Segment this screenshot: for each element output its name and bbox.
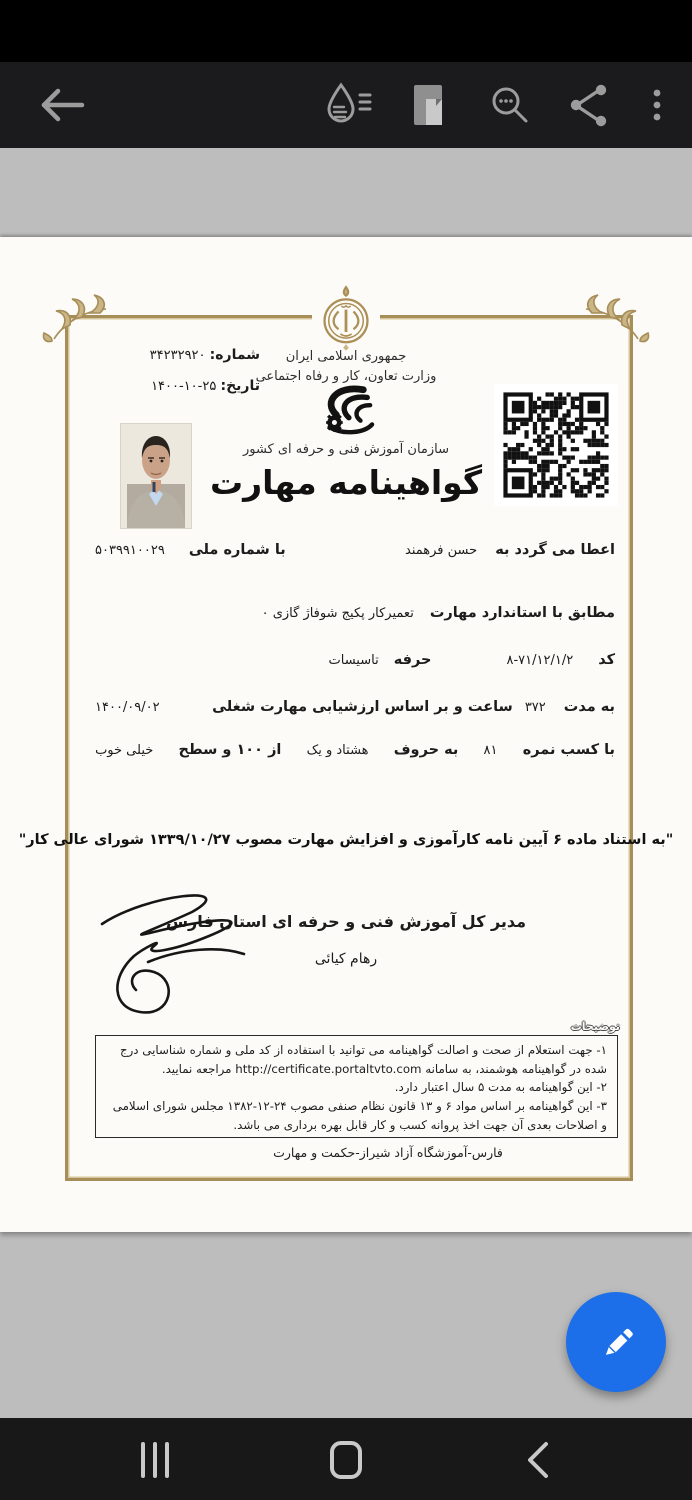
page-view-icon[interactable] <box>404 79 454 131</box>
note-1: ۱- جهت استعلام از صحت و اصالت گواهینامه می توانید با استفاده از کد ملی و شماره شناسایی درج شده در گواهینامه هوشمند، به سامانه http://certificate.portaltvto.com مراجعه نمایید. <box>119 1043 607 1076</box>
grant-to-label: اعطا می گردد به <box>495 542 615 558</box>
date-label: تاریخ: <box>220 378 260 394</box>
more-options-icon[interactable] <box>644 79 670 131</box>
back-arrow-icon[interactable] <box>30 79 94 131</box>
country-title: جمهوری اسلامی ایران <box>285 349 407 364</box>
standard-value: تعمیرکار پکیج شوفاژ گازی ۰ <box>261 606 414 621</box>
serial-value: ۳۴۲۳۲۹۲۰ <box>149 348 206 363</box>
note-3: ۳- این گواهینامه بر اساس مواد ۶ و ۱۳ قانون نظام صنفی مصوب ۱۳۸۲-۱۲-۲۴ مجلس شورای اسلامی و اصلاحات بعدی آن جهت اخذ پروانه کسب و کار قابل بهره برداری می باشد. <box>112 1098 607 1132</box>
home-icon[interactable] <box>324 1440 368 1480</box>
signatory-name: رهام کیائی <box>314 951 378 967</box>
iran-emblem <box>312 283 380 353</box>
profession-label: حرفه <box>393 652 432 668</box>
holder-name: حسن فرهمند <box>405 543 478 558</box>
standard-row <box>95 605 615 621</box>
note-2: ۲- این گواهینامه به مدت ۵ سال اعتبار دارد. <box>394 1080 607 1095</box>
certificate-title: گواهینامه مهارت <box>209 463 483 502</box>
app-toolbar <box>0 62 692 148</box>
profession-value: تاسیسات <box>328 653 379 668</box>
evaluation-label: ساعت و بر اساس ارزشیابی مهارت شغلی <box>212 699 513 715</box>
national-id-value: ۵۰۳۹۹۱۰۰۲۹ <box>95 543 165 558</box>
duration-row <box>95 699 615 715</box>
code-row <box>95 652 615 668</box>
score-words-label: به حروف <box>393 742 459 758</box>
legal-quote: "به استناد ماده ۶ آیین نامه کارآموزی و افزایش مهارت مصوب ۱۳۳۹/۱۰/۲۷ شورای عالی کار" <box>18 832 674 848</box>
recents-icon[interactable] <box>133 1440 177 1480</box>
code-value: ۸-۷۱/۱۲/۱/۲ <box>506 653 574 668</box>
serial-date-block <box>84 347 260 409</box>
evaluation-date: ۱۴۰۰/۰۹/۰۲ <box>95 700 160 715</box>
code-label: کد <box>598 652 615 668</box>
duration-label: به مدت <box>563 699 615 715</box>
law-date: ۱۳۸۲-۱۲-۲۴ <box>227 1098 287 1113</box>
tvto-logo <box>314 383 378 437</box>
notes-label: توضیحات <box>570 1020 620 1033</box>
corner-floral-ornament <box>40 289 126 353</box>
standard-label: مطابق با استاندارد مهارت <box>429 605 615 621</box>
score-label: با کسب نمره <box>522 742 615 758</box>
score-level: خیلی خوب <box>95 743 154 758</box>
score-outof-label: از ۱۰۰ و سطح <box>178 742 282 758</box>
edit-fab[interactable] <box>566 1292 666 1392</box>
national-id-label: با شماره ملی <box>188 542 286 558</box>
duration-hours: ۳۷۲ <box>524 700 546 715</box>
score-words: هشتاد و یک <box>306 743 369 758</box>
share-icon[interactable] <box>564 79 614 131</box>
corner-floral-ornament <box>566 289 652 353</box>
date-value: ۱۴۰۰-۱۰-۲۵ <box>151 379 217 394</box>
ministry-title: وزارت تعاون، کار و رفاه اجتماعی <box>255 369 437 384</box>
legal-quote-date: ۱۳۳۹/۱۰/۲۷ <box>149 832 231 848</box>
verification-url: http://certificate.portaltvto.com <box>235 1061 422 1076</box>
pdf-page[interactable] <box>0 237 692 1232</box>
organization-name: سازمان آموزش فنی و حرفه ای کشور <box>242 442 450 457</box>
serial-label: شماره: <box>209 347 260 363</box>
notes-box <box>95 1035 618 1138</box>
score-value: ۸۱ <box>483 743 498 758</box>
issuer-line: فارس-آموزشگاه آزاد شیراز-حکمت و مهارت <box>273 1145 503 1160</box>
grant-row <box>95 542 615 558</box>
status-bar <box>0 0 692 62</box>
ink-annotate-icon[interactable] <box>324 79 374 131</box>
toolbar-actions <box>324 79 692 131</box>
nav-back-icon[interactable] <box>518 1440 562 1480</box>
signatory-title: مدیر کل آموزش فنی و حرفه ای استان فارس <box>165 912 527 931</box>
edit-pencil-icon <box>594 1320 638 1364</box>
search-icon[interactable] <box>484 79 534 131</box>
score-row <box>95 742 615 758</box>
